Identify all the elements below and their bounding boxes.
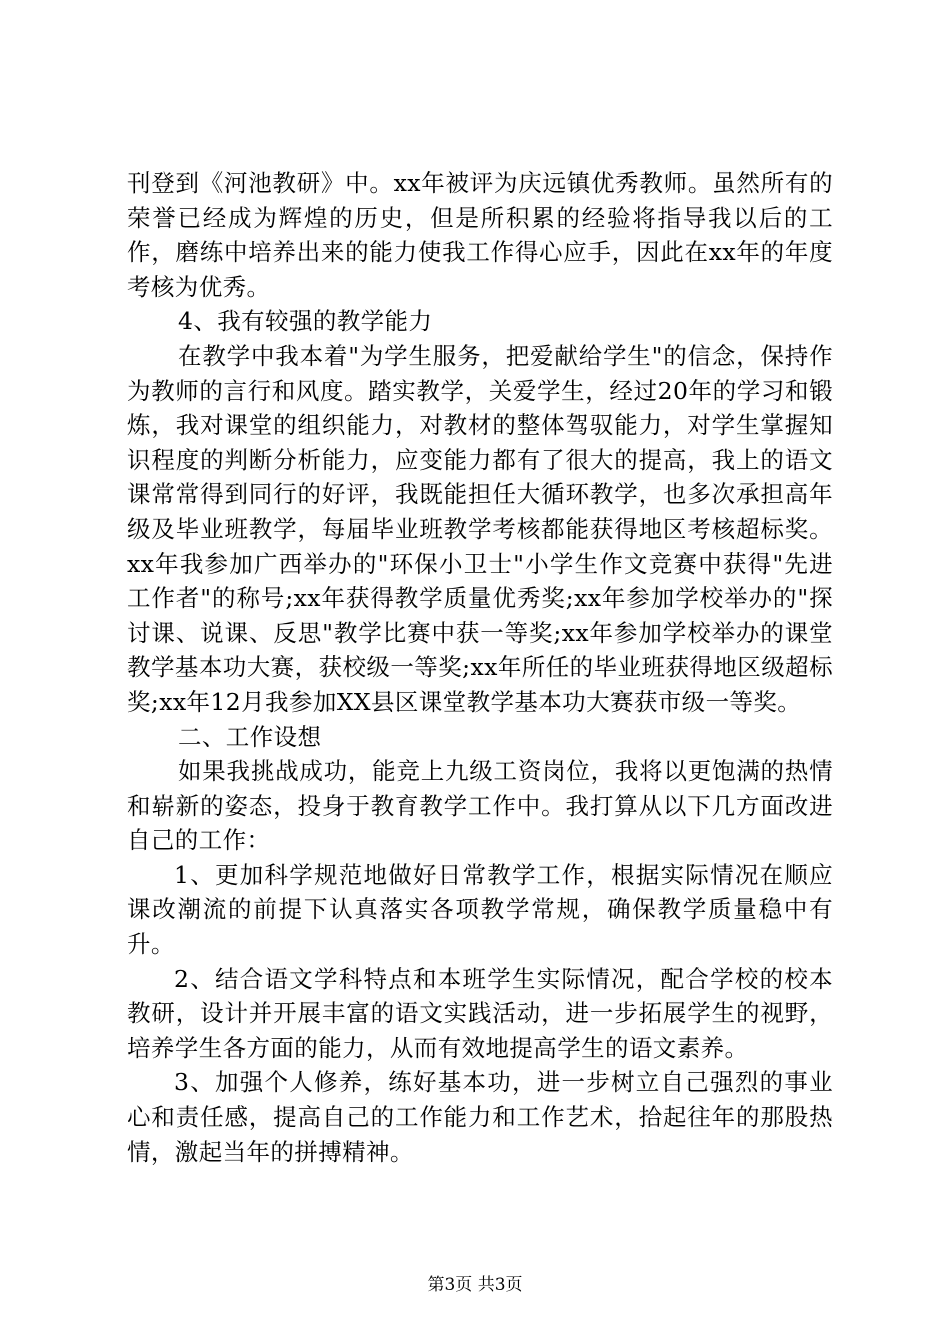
document-body	[127, 166, 833, 1169]
paragraph-plan-item-2: 2、结合语文学科特点和本班学生实际情况，配合学校的校本教研，设计并开展丰富的语文实践活动，进一步拓展学生的视野，培养学生各方面的能力，从而有效地提高学生的语文素养。	[127, 964, 833, 1062]
heading-work-plan: 二、工作设想	[178, 722, 322, 751]
paragraph-work-plan-intro: 如果我挑战成功，能竞上九级工资岗位，我将以更饱满的热情和崭新的姿态，投身于教育教学工作中。我打算从以下几方面改进自己的工作：	[127, 757, 833, 855]
paragraph-teaching-ability: 在教学中我本着"为学生服务，把爱献给学生"的信念，保持作为教师的言行和风度。踏实教学，关爱学生，经过20年的学习和锻炼，我对课堂的组织能力，对教材的整体驾驭能力，对学生掌握知识程度的判断分析能力，应变能力都有了很大的提高，我上的语文课常常得到同行的好评，我既能担任大循环教学，也多次承担高年级及毕业班教学，每届毕业班教学考核都能获得地区考核超标奖。xx年我参加广西举办的"环保小卫士"小学生作文竞赛中获得"先进工作者"的称号;xx年获得教学质量优秀奖;xx年参加学校举办的"探讨课、说课、反思"教学比赛中获一等奖;xx年参加学校举办的课堂教学基本功大赛，获校级一等奖;xx年所任的毕业班获得地区级超标奖;xx年12月我参加XX县区课堂教学基本功大赛获市级一等奖。	[127, 341, 833, 716]
page-number-footer: 第3页 共3页	[427, 1275, 523, 1295]
paragraph-continued-honors: 刊登到《河池教研》中。xx年被评为庆远镇优秀教师。虽然所有的荣誉已经成为辉煌的历史，但是所积累的经验将指导我以后的工作，磨练中培养出来的能力使我工作得心应手，因此在xx年的年度考核为优秀。	[127, 169, 833, 301]
paragraph-plan-item-1: 1、更加科学规范地做好日常教学工作，根据实际情况在顺应课改潮流的前提下认真落实各项教学常规，确保教学质量稳中有升。	[127, 860, 833, 959]
paragraph-plan-item-3: 3、加强个人修养，练好基本功，进一步树立自己强烈的事业心和责任感，提高自己的工作能力和工作艺术，拾起往年的那股热情，激起当年的拼搏精神。	[127, 1068, 833, 1166]
heading-teaching-ability: 4、我有较强的教学能力	[178, 307, 433, 336]
